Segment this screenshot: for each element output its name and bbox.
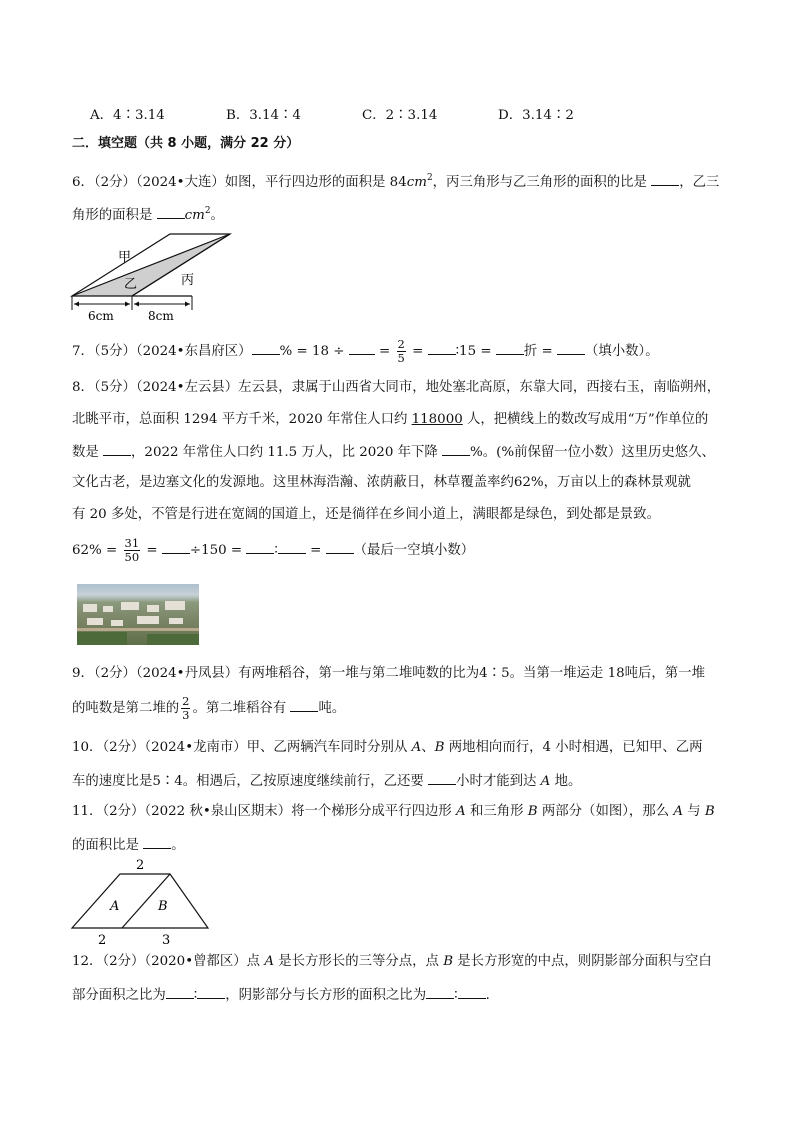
q8-line3-b: ，2022 年常住人口约 11.5 万人，比 2020 年下降: [131, 445, 443, 460]
q7-frac-den: 5: [397, 351, 405, 365]
q11-trapezoid-figure: [66, 856, 236, 948]
q10-line1: [72, 738, 703, 758]
q7-prefix: 7．（5分）（2024•东昌府区）: [72, 344, 252, 359]
q11-line1-a: 11．（2分）（2022 秋•泉山区期末）将一个梯形分成平行四边形: [72, 804, 457, 819]
q12-line2-b: ∶: [193, 988, 198, 1003]
q7-fraction: [397, 338, 406, 365]
q7-p4: ∶15 =: [455, 344, 496, 359]
q6-line2-end: 。: [210, 208, 224, 223]
q12-blank-1[interactable]: [166, 984, 194, 999]
q12-line2-d: ∶: [454, 988, 458, 1003]
q7-line: [72, 338, 659, 366]
q10-line1-c: 两地相向而行，4 小时相遇，已知甲、乙两: [444, 740, 703, 755]
q10-line1-b: 、: [421, 740, 435, 755]
q6-arrowhead: [74, 302, 79, 307]
q11-line1: [72, 802, 715, 822]
q9-line2-c: 吨。: [318, 701, 346, 716]
q8-line1: 8．（5分）（2024•左云县）左云县，隶属于山西省大同市，地处塞北高原，东靠大同，西接右玉，南临朔州，: [72, 380, 721, 395]
q11-fig-label-a: A: [110, 899, 120, 914]
q7-p2: =: [374, 344, 395, 359]
q6-label-yi: 乙: [124, 277, 138, 292]
q10-line1-a: 10．（2分）（2024•龙南市）甲、乙两辆汽车同时分别从: [72, 740, 412, 755]
q8-eq-b: =: [142, 543, 162, 558]
option-a: A．4∶3.14: [90, 108, 165, 123]
q6-label-jia: 甲: [118, 250, 132, 265]
q8-line2-b: 人，把横线上的数改写成用“万”作单位的: [462, 412, 709, 427]
q8-line5: 有 20 多处，不管是行进在宽阔的国道上，还是徜徉在乡间小道上，满眼都是绿色，到处都是景致。: [72, 507, 660, 522]
q6-arrowhead: [134, 302, 139, 307]
q12-blank-4[interactable]: [458, 984, 486, 999]
q6-line1: [72, 168, 719, 193]
q11-trapezoid-outline: [72, 874, 208, 928]
q6-tail: ，乙三: [679, 175, 720, 190]
q7-p1: % = 18 ÷: [279, 344, 349, 359]
q8-eq-c: ÷150 =: [189, 543, 247, 558]
q11-blank-ratio[interactable]: [143, 834, 171, 849]
q8-frac-den: 50: [124, 550, 140, 564]
q10-point-a: A: [411, 740, 422, 755]
q6-mid: ，丙三角形与乙三角形的面积的比是: [432, 175, 652, 190]
q9-line2: [72, 694, 345, 724]
q9-blank-tons[interactable]: [290, 697, 318, 712]
q7-p6: （填小数）。: [584, 344, 659, 359]
aerial-town-photo: [77, 584, 199, 645]
q7-p5: 折 =: [523, 344, 557, 359]
q11-label-b: B: [527, 804, 538, 819]
q7-blank-3[interactable]: [428, 340, 456, 355]
q6-line2: [72, 201, 224, 226]
q11-top-length: 2: [136, 858, 145, 873]
q9-line2-b: 。第二堆稻谷有: [192, 701, 291, 716]
option-c: C．2∶3.14: [362, 108, 438, 123]
q7-blank-5[interactable]: [557, 340, 585, 355]
q8-eq-a: 62% =: [72, 543, 122, 558]
q6-blank-ratio[interactable]: [651, 171, 679, 186]
q8-line3: [72, 441, 715, 463]
q12-blank-2[interactable]: [197, 984, 225, 999]
option-d: D．3.14∶2: [498, 108, 574, 123]
q8-fraction: [124, 537, 141, 564]
q6-parallelogram-figure: [66, 228, 238, 324]
q11-line1-d: 与: [683, 804, 705, 819]
q11-line2-a: 的面积比是: [72, 838, 144, 853]
q10-line2-c: 地。: [550, 774, 582, 789]
q9-frac-den: 3: [182, 708, 190, 722]
q8-underlined-number: 118000: [411, 412, 463, 427]
q8-line3-c: %。(%前保留一位小数）这里历史悠久、: [470, 445, 715, 460]
q11-label-a2: A: [673, 804, 684, 819]
q10-line2-b: 小时才能到达: [456, 774, 541, 789]
q6-unit: cm: [406, 175, 427, 190]
q8-blank-4[interactable]: [326, 539, 354, 554]
q8-equation: [72, 536, 474, 566]
q9-frac-num: 2: [182, 694, 190, 708]
q6-arrowhead: [185, 302, 190, 307]
q11-line1-b: 和三角形: [465, 804, 528, 819]
q6-line2-unit: cm: [184, 208, 205, 223]
q12-line1-c: 是长方形宽的中点，则阴影部分面积与空白: [453, 954, 712, 969]
q12-line2-c: ，阴影部分与长方形的面积之比为: [225, 988, 427, 1003]
q7-blank-2[interactable]: [349, 340, 375, 355]
q7-frac-num: 2: [397, 337, 405, 351]
q8-line2-a: 北眺平市，总面积 1294 平方千米，2020 年常住人口约: [72, 412, 412, 427]
q9-line2-a: 的吨数是第二堆的: [72, 701, 180, 716]
q6-diagonal: [72, 234, 230, 296]
q8-blank-1[interactable]: [162, 539, 190, 554]
q6-label-bing: 丙: [181, 273, 195, 288]
q12-line2-a: 部分面积之比为: [72, 988, 166, 1003]
q10-point-a2: A: [540, 774, 551, 789]
q11-label-b2: B: [704, 804, 715, 819]
q10-blank-hours[interactable]: [428, 770, 456, 785]
q11-bottom-length-2: 3: [162, 933, 171, 948]
q11-fig-label-b: B: [158, 899, 168, 914]
q8-line2: [72, 410, 708, 430]
q8-blank-2[interactable]: [246, 539, 274, 554]
q8-frac-num: 31: [124, 536, 140, 550]
q11-label-a: A: [456, 804, 466, 819]
q8-line3-a: 数是: [72, 445, 104, 460]
q11-line2-b: 。: [171, 838, 185, 853]
q6-prefix: 6．（2分）（2024•大连）如图，平行四边形的面积是 84: [72, 175, 407, 190]
q6-line2-exp: 2: [204, 206, 211, 216]
q11-line1-c: 两部分（如图），那么: [537, 804, 674, 819]
q12-point-b: B: [443, 954, 454, 969]
q12-blank-3[interactable]: [426, 984, 454, 999]
q6-unit-exp: 2: [426, 173, 433, 183]
q12-line1-b: 是长方形长的三等分点，点: [273, 954, 444, 969]
q11-bottom-length-1: 2: [98, 933, 107, 948]
q12-line2-e: ．: [485, 988, 499, 1003]
q8-eq-f: （最后一空填小数）: [353, 543, 475, 558]
q8-line4: 文化古老，是边塞文化的发源地。这里林海浩瀚、浓荫蔽日，林草覆盖率约62%，万亩以上的森林景观就: [72, 475, 691, 490]
q8-blank-percent[interactable]: [442, 441, 470, 456]
q8-eq-d: ∶: [274, 543, 278, 558]
q10-line2-a: 车的速度比是5∶4。相遇后，乙按原速度继续前行，乙还要: [72, 774, 429, 789]
q12-line2: [72, 984, 499, 1006]
q8-blank-wan[interactable]: [103, 441, 131, 456]
q6-line2-prefix: 角形的面积是: [72, 208, 157, 223]
q12-point-a: A: [264, 954, 274, 969]
q10-point-b: B: [434, 740, 445, 755]
q12-line1: [72, 952, 712, 972]
q8-blank-3[interactable]: [278, 539, 306, 554]
q11-line2: [72, 834, 185, 856]
q6-blank-area[interactable]: [157, 204, 185, 219]
q12-line1-a: 12．（2分）（2020•曾都区）点: [72, 954, 265, 969]
q6-dim-6cm: 6cm: [88, 309, 114, 323]
q7-p3: =: [407, 344, 428, 359]
section-header: 二．填空题（共 8 小题，满分 22 分）: [72, 136, 300, 151]
q10-line2: [72, 770, 581, 792]
q6-dim-8cm: 8cm: [148, 309, 174, 323]
q6-arrowhead: [125, 302, 130, 307]
q9-line1: 9．（2分）（2024•丹凤县）有两堆稻谷，第一堆与第二堆吨数的比为4∶5。当第一堆运走 18吨后，第一堆: [72, 666, 705, 681]
q8-eq-e: =: [305, 543, 326, 558]
q7-blank-4[interactable]: [496, 340, 524, 355]
option-b: B．3.14∶4: [226, 108, 301, 123]
q7-blank-1[interactable]: [252, 340, 280, 355]
q9-fraction: [181, 695, 190, 722]
